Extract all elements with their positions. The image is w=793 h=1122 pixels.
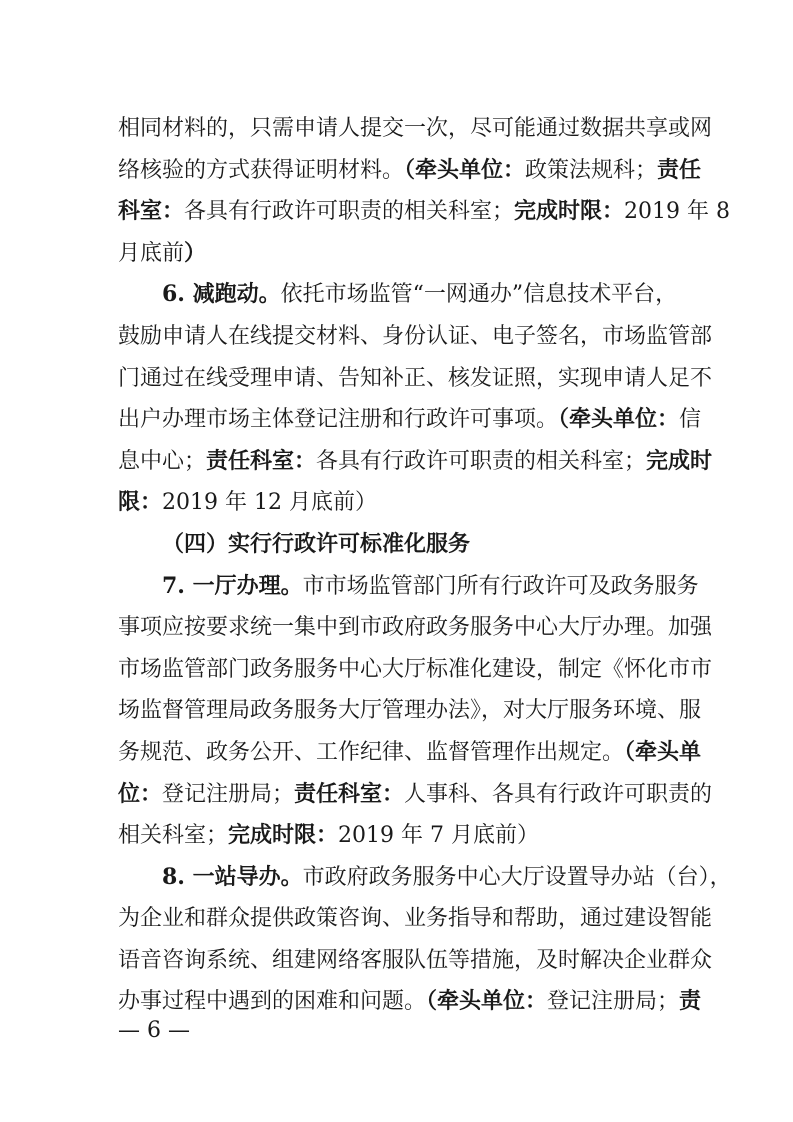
text-line (118, 940, 713, 982)
text-run: 各具有行政许可职责的相关科室； (184, 199, 515, 225)
bold-text: 科室： (118, 198, 185, 225)
text-line (118, 108, 713, 150)
bold-text: 责任科室： (206, 447, 317, 474)
bold-text: 8. 一站导办。 (162, 863, 303, 890)
bold-text: ） (184, 239, 207, 266)
bold-text: （牵头单位： (404, 156, 526, 183)
text-run: 登记注册局； (547, 989, 680, 1015)
bold-text: （牵头单 (624, 738, 702, 765)
text-line (118, 732, 702, 774)
text-run: 信 (679, 407, 702, 433)
bold-text: 位： (118, 780, 163, 807)
text-run: 市场监管部门政务服务中心大厅标准化建设，制定《怀化市市 (118, 656, 713, 682)
bold-text: 限： (118, 489, 163, 516)
text-run: 门通过在线受理申请、告知补正、核发证照，实现申请人足不 (118, 365, 713, 391)
text-line (118, 566, 699, 608)
page-number: — 6 — (118, 1018, 190, 1043)
bold-text: （牵头单位： (558, 406, 680, 433)
text-run: 人事科、各具有行政许可职责的 (404, 781, 713, 807)
text-line (118, 441, 713, 483)
text-run: 络核验的方式获得证明材料。 (118, 157, 405, 183)
text-run: 各具有行政许可职责的相关科室； (316, 448, 647, 474)
text-line (118, 607, 713, 649)
text-run: 依托市场监管“一网通办”信息技术平台， (280, 282, 678, 308)
text-line (118, 857, 732, 899)
text-run: 相关科室； (118, 823, 229, 849)
text-line (118, 399, 702, 441)
text-line (118, 690, 702, 732)
text-line (118, 898, 713, 940)
section-heading (118, 524, 686, 566)
text-run: 市政府政务服务中心大厅设置导办站（台）， (302, 864, 732, 890)
text-run: 月底前 (118, 240, 185, 266)
text-run: 政策法规科； (525, 157, 658, 183)
document-body (118, 108, 732, 1023)
text-run: 场监督管理局政务服务大厅管理办法》，对大厅服务环境、服 (118, 698, 702, 724)
bold-text: （四）实行行政许可标准化服务 (162, 530, 471, 557)
text-run: 相同材料的，只需申请人提交一次，尽可能通过数据共享或网 (118, 116, 713, 141)
text-run: 息中心； (118, 448, 207, 474)
text-line (118, 274, 686, 316)
text-line (118, 649, 713, 691)
text-line (118, 191, 731, 233)
text-run: 2019 年 7 月底前） (338, 823, 539, 849)
bold-text: 完成时限： (514, 198, 625, 225)
text-run: 登记注册局； (162, 781, 295, 807)
text-line (118, 981, 702, 1023)
text-run: 鼓励申请人在线提交材料、身份认证、电子签名，市场监管部 (118, 323, 713, 349)
text-line (118, 233, 686, 275)
text-line (118, 358, 713, 400)
bold-text: 完成时 (646, 447, 713, 474)
text-line (118, 774, 713, 816)
text-run: 2019 年 8 (624, 199, 731, 225)
text-run: 2019 年 12 月底前） (162, 490, 377, 516)
bold-text: 责任科室： (294, 780, 405, 807)
text-run: 办事过程中遇到的困难和问题。 (118, 989, 427, 1015)
text-line (118, 150, 702, 192)
bold-text: 7. 一厅办理。 (162, 572, 303, 599)
text-run: 事项应按要求统一集中到市政府政务服务中心大厅办理。加强 (118, 615, 713, 641)
bold-text: 完成时限： (228, 822, 339, 849)
text-run: 语音咨询系统、组建网络客服队伍等措施，及时解决企业群众 (118, 947, 713, 973)
text-line (118, 815, 686, 857)
bold-text: 责任 (657, 156, 702, 183)
bold-text: 责 (679, 988, 702, 1015)
bold-text: （牵头单位： (426, 988, 548, 1015)
bold-text: 6. 减跑动。 (162, 281, 281, 308)
text-line (118, 316, 713, 358)
text-run: 出户办理市场主体登记注册和行政许可事项。 (118, 407, 559, 433)
text-run: 务规范、政务公开、工作纪律、监督管理作出规定。 (118, 739, 625, 765)
text-line (118, 482, 686, 524)
text-run: 为企业和群众提供政策咨询、业务指导和帮助，通过建设智能 (118, 906, 713, 932)
text-run: 市市场监管部门所有行政许可及政务服务 (302, 573, 699, 599)
